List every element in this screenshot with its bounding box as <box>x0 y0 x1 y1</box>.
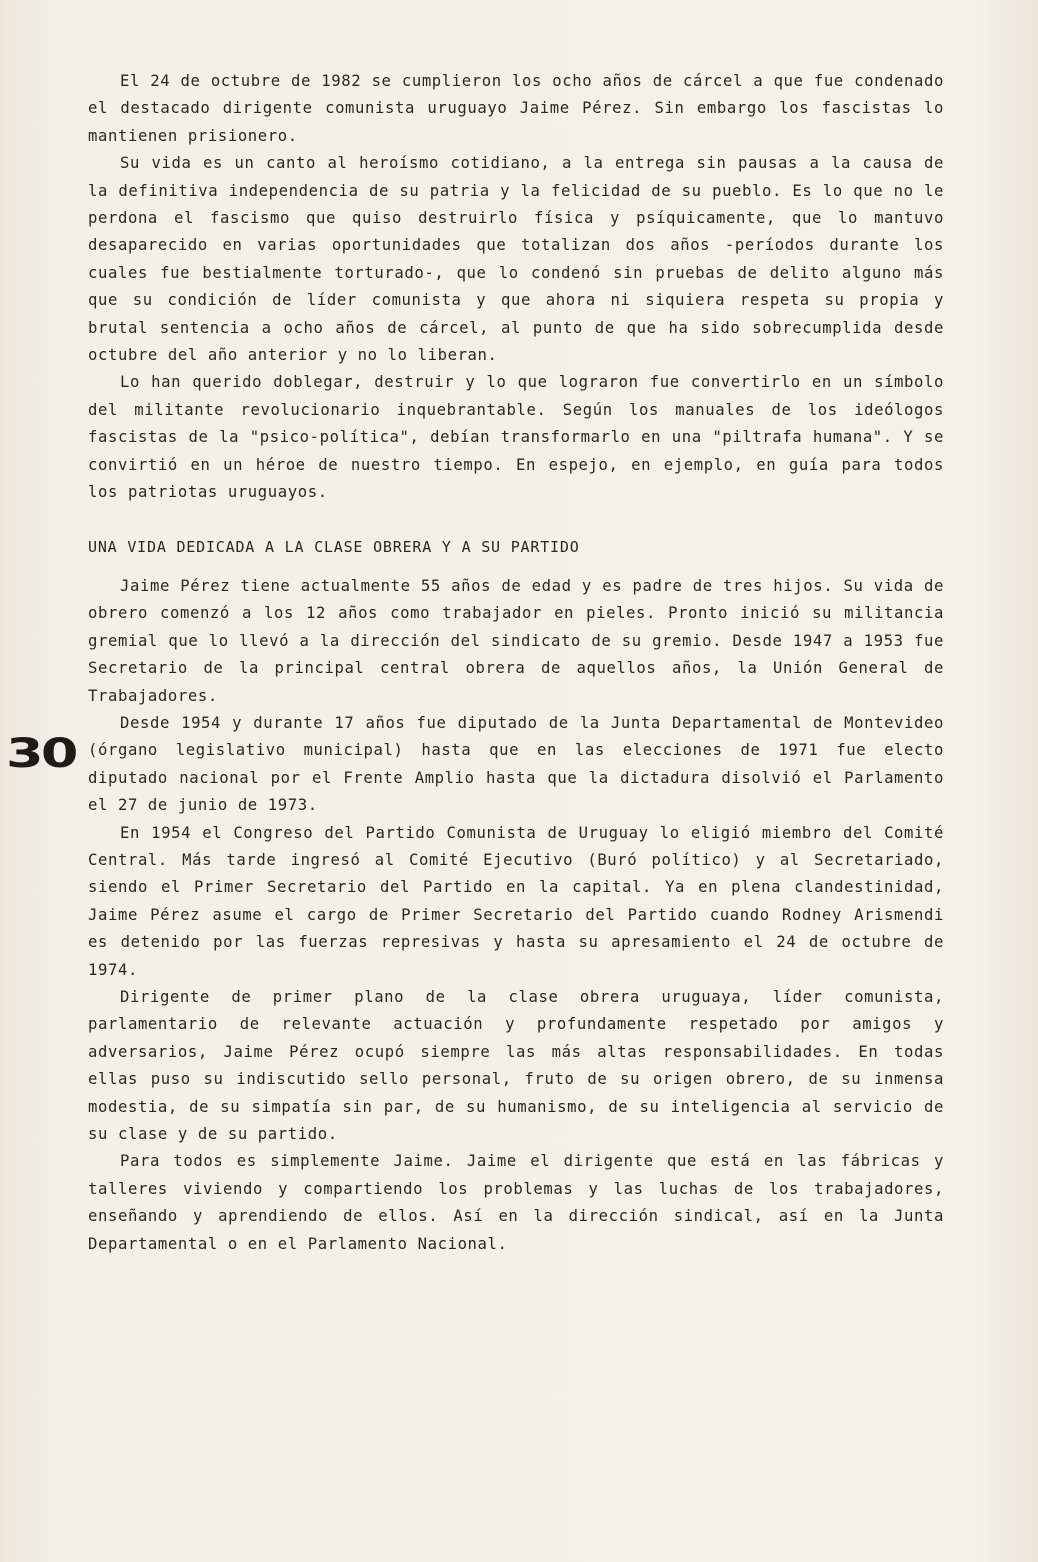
paragraph-intro-1: El 24 de octubre de 1982 se cumplieron los ocho años de cárcel a que fue condenado el destacado dirigente comunista uruguayo Jaime Pérez. Sin embargo los fascistas lo mantienen prisionero. <box>88 72 944 145</box>
paragraph-section-2: Desde 1954 y durante 17 años fue diputado de la Junta Departamental de Montevideo (órgano legislativo municipal) hasta que en las elecciones de 1971 fue electo diputado nacional por el Frente Amplio hasta que la dictadura disolvió el Parlamento el 27 de junio de 1973. <box>88 713 944 815</box>
paragraph-section-5: Para todos es simplemente Jaime. Jaime el dirigente que está en las fábricas y talleres viviendo y compartiendo los problemas y las luchas de los trabajadores, enseñando y aprendiendo de ellos. Así en la dirección sindical, así en la Junta Departamental o en el Parlamento Nacional. <box>88 1152 944 1253</box>
section-heading: UNA VIDA DEDICADA A LA CLASE OBRERA Y A SU PARTIDO <box>88 537 580 556</box>
page-number: 30 <box>6 731 76 777</box>
paragraph-section-1: Jaime Pérez tiene actualmente 55 años de edad y es padre de tres hijos. Su vida de obrero comenzó a los 12 años como trabajador en pieles. Pronto inició su militancia gremial que lo llevó a la dirección del sindicato de su gremio. Desde 1947 a 1953 fue Secretario de la principal central obrera de aquellos años, la Unión General de Trabajadores. <box>88 576 944 705</box>
paragraph-section-4: Dirigente de primer plano de la clase obrera uruguaya, líder comunista, parlamentario de relevante actuación y profundamente respetado por amigos y adversarios, Jaime Pérez ocupó siempre las más altas responsabilidades. En todas ellas puso su indiscutido sello personal, fruto de su origen obrero, de su inmensa modestia, de su simpatía sin par, de su humanismo, de su inteligencia al servicio de su clase y de su partido. <box>88 988 944 1144</box>
paragraph-intro-3: Lo han querido doblegar, destruir y lo que lograron fue convertirlo en un símbolo del militante revolucionario inquebrantable. Según los manuales de los ideólogos fascistas de la "psico-política", debían transformarlo en una "piltrafa humana". Y se convirtió en un héroe de nuestro tiempo. En espejo, en ejemplo, en guía para todos los patriotas uruguayos. <box>88 373 944 502</box>
paragraph-section-3: En 1954 el Congreso del Partido Comunista de Uruguay lo eligió miembro del Comité Central. Más tarde ingresó al Comité Ejecutivo (Buró político) y al Secretariado, siendo el Primer Secretario del Partido en la capital. Ya en plena clandestinidad, Jaime Pérez asume el cargo de Primer Secretario del Partido cuando Rodney Arismendi es detenido por las fuerzas represivas y hasta su apresamiento el 24 de octubre de 1974. <box>88 823 944 979</box>
paragraph-intro-2: Su vida es un canto al heroísmo cotidiano, a la entrega sin pausas a la causa de la definitiva independencia de su patria y la felicidad de su pueblo. Es lo que no le perdona el fascismo que quiso destruirlo física y psíquicamente, que lo mantuvo desaparecido en varias oportunidades que totalizan dos años -períodos durante los cuales fue bestialmente torturado-, que lo condenó sin pruebas de delito alguno más que su condición de líder comunista y que ahora ni siquiera respeta su propia y brutal sentencia a ocho años de cárcel, al punto de que ha sido sobrecumplida desde octubre del año anterior y no lo liberan. <box>88 154 944 365</box>
article-body <box>88 68 944 1258</box>
